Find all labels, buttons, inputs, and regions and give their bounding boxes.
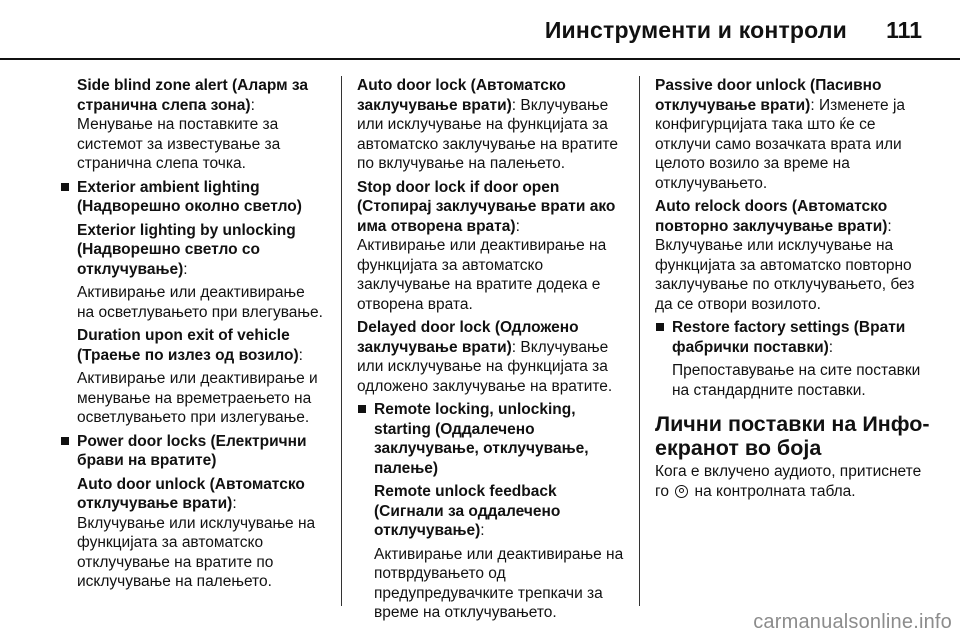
setting-colon: : [511,96,517,114]
setting-colon: : [232,495,237,512]
setting-description-block [60,283,326,322]
gear-icon [675,485,688,498]
setting-auto-door-unlock [60,475,326,592]
page-title: Иинструменти и контроли [544,17,847,43]
setting-side-blind-zone [60,76,326,174]
setting-description-block [655,361,930,400]
section-heading: Лични поставки на Инфо-екранот во боја [655,412,930,460]
setting-description: Препоставување на сите поставки на стандардните поставки. [672,362,921,399]
setting-title: Auto relock doors (Автоматско повторно заклучување врати) [655,198,888,235]
bullet-title: Remote locking, unlocking, starting (Оддалечено заклучување, отклучување, палење) [374,401,589,477]
bullet-exterior-ambient [60,178,326,217]
setting-description: Активирање или деактивирање на потврдувањето од предупредувачките трепкачи за време на отклучувањето. [374,545,624,621]
setting-colon: : [183,260,188,278]
setting-stop-door-lock [357,178,629,315]
setting-remote-unlock-feedback [357,482,629,541]
setting-passive-door-unlock [655,76,930,193]
setting-colon: : [515,217,520,235]
bullet-marker [656,323,664,331]
bullet-marker [61,437,69,445]
setting-colon: : [887,217,892,235]
setting-description: Вклучување или исклучување на функцијата за автоматско отклучување на вратите по исклучување на палењето. [77,514,316,590]
bullet-power-door-locks [60,432,326,471]
column-divider-2 [639,76,640,606]
bullet-marker [358,405,366,413]
setting-duration-exit [60,326,326,365]
setting-description-block [60,369,326,428]
setting-description: Активирање или деактивирање на осветлувањето при влегување. [77,284,323,321]
setting-colon: : [298,346,303,364]
page-header [0,0,960,58]
setting-title: Auto door unlock (Автоматско отклучување врати) [77,475,305,512]
setting-title: Exterior lighting by unlocking (Надворешно светло со отклучување) [77,221,296,278]
column-2 [357,76,629,627]
setting-colon: : [828,338,834,356]
setting-colon: : [250,96,255,114]
setting-title: Auto door lock (Автоматско заклучување врати) [357,77,566,114]
setting-description: Вклучување или исклучување на функцијата за автоматско повторно заклучување по отклучувањето, без да се отвори возилото. [655,237,915,313]
column-divider-1 [341,76,342,606]
watermark: carmanualsonline.info [753,611,952,633]
setting-colon: : [810,96,815,114]
bullet-title: Exterior ambient lighting (Надворешно околно светло) [77,178,302,215]
setting-auto-relock [655,197,930,314]
setting-title: Stop door lock if door open (Стопирај заклучување врати ако има отворена врата) [357,178,616,235]
setting-title: Remote unlock feedback (Сигнали за оддалечено отклучување) [374,483,561,539]
column-1 [60,76,326,596]
setting-description: Активирање или деактивирање и менување на времетраењето на осветлувањето при излегување. [77,370,318,426]
setting-description: Активирање или деактивирање на функцијата за автоматско заклучување на вратите додека е отворена врата. [357,237,607,313]
section-paragraph [655,462,930,501]
setting-colon: : [511,338,517,356]
setting-description: Изменете ја конфигурцијата така што ќе се отклучи само возачката врата или целото возило за време на отклучувањето. [655,96,906,192]
setting-auto-door-lock [357,76,629,174]
page-number: 111 [886,17,922,43]
setting-exterior-lighting [60,221,326,280]
section-text: на контролната табла. [690,482,856,500]
bullet-remote-locking [357,400,629,478]
header-rule [0,58,960,60]
setting-title: Duration upon exit of vehicle (Траење по излез од возило) [77,327,299,364]
bullet-title: Restore factory settings (Врати фабрички поставки) [672,319,906,356]
section-text: Кога е вклучено аудиото, притиснете го [655,463,922,500]
setting-title: Side blind zone alert (Аларм за странична слепа зона) [77,77,309,114]
setting-description-block [357,545,629,623]
setting-description: Вклучување или исклучување на функцијата за одложено заклучување на вратите. [357,338,613,395]
setting-description: Менување на поставките за системот за известување за странична слепа точка. [77,116,281,172]
setting-title: Passive door unlock (Пасивно отклучување врати) [655,77,882,114]
setting-delayed-door-lock [357,318,629,396]
column-3 [655,76,930,505]
bullet-restore-factory [655,318,930,357]
setting-colon: : [480,522,485,539]
setting-title: Delayed door lock (Одложено заклучување врати) [357,319,579,356]
bullet-title: Power door locks (Електрични брави на вратите) [77,432,307,469]
bullet-marker [61,183,69,191]
setting-description: Вклучување или исклучување на функцијата за автоматско заклучување на вратите по вклучување на палењето. [357,96,618,172]
